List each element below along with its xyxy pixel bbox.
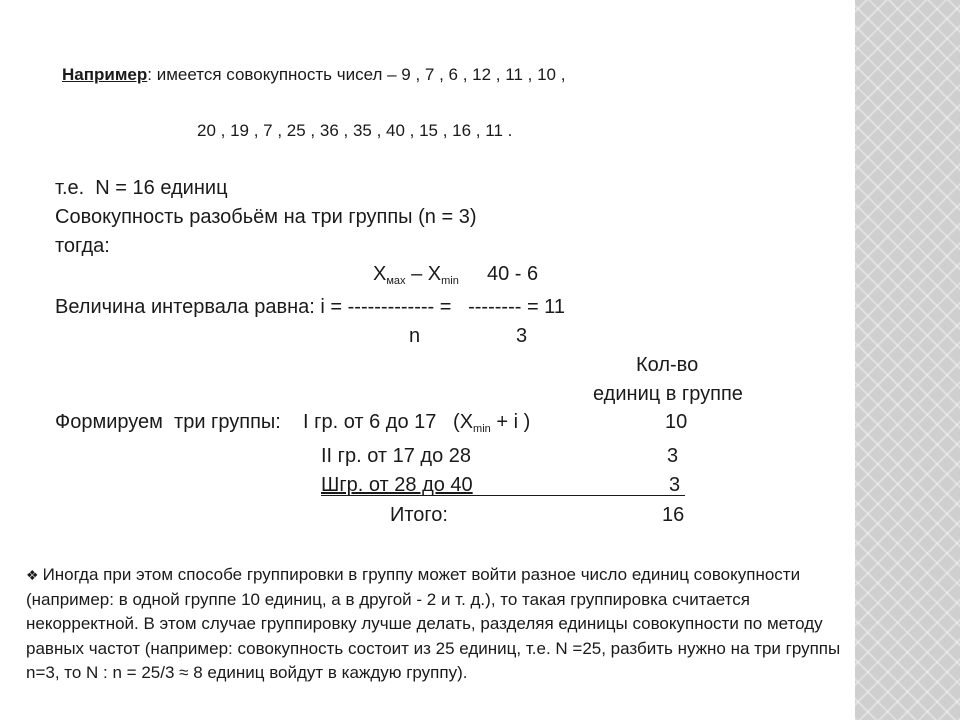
group-3-label: Шгр. от 28 до 40: [321, 474, 473, 496]
then-line: тогда:: [55, 235, 110, 257]
count-header-2: единиц в группе: [593, 383, 743, 405]
total-label: Итого:: [390, 504, 448, 526]
example-line-2: 20 , 19 , 7 , 25 , 36 , 35 , 40 , 15 , 16 , 11 .: [197, 121, 513, 140]
group-3-row: [321, 473, 685, 496]
formula-denominator-n: n: [409, 325, 421, 347]
count-header-1: Кол-во: [636, 354, 699, 376]
bullet-icon: ❖: [26, 567, 39, 583]
split-line: Совокупность разобьём на три группы (n = 3): [55, 206, 477, 228]
example-label: Например: [62, 65, 148, 84]
total-count: 16: [662, 504, 685, 526]
note-paragraph: [26, 563, 841, 686]
group-3-count: 3: [669, 474, 681, 496]
group-2-count: 3: [667, 445, 679, 467]
group-2-label: II гр. от 17 до 28: [321, 445, 471, 467]
formula-numerator-right: 40 - 6: [487, 263, 539, 285]
decorative-side-pattern: [855, 0, 960, 720]
interval-formula-line: Величина интервала равна: i = ------------- = -------- = 11: [55, 296, 565, 318]
formula-numerator-left: $X_{мах} - X_{min}$: [373, 263, 459, 287]
example-line: [62, 62, 565, 87]
group-1-count: 10: [665, 411, 688, 433]
groups-line-1: Формируем три группы: I гр. от 6 до 17 ($X_{min} + i$ ): [55, 411, 531, 435]
n-units-line: т.е. N = 16 единиц: [55, 177, 228, 199]
formula-denominator-3: 3: [516, 325, 528, 347]
note-text: Иногда при этом способе группировки в группу может войти разное число единиц совокупности (например: в одной группе 10 единиц, а в другой - 2 и т. д.), то такая группировка считается некорректной. В этом случае группировку лучше делать, разделяя единицы совокупности по методу равных частот (например: совокупность состоит из 25 единиц, т.е. N =25, разбить нужно на три группы n=3, то N : n = 25/3 ≈ 8 единиц войдут в каждую группу).: [26, 565, 841, 682]
example-text: : имеется совокупность чисел – 9 , 7 , 6 , 12 , 11 , 10 ,: [147, 65, 566, 84]
